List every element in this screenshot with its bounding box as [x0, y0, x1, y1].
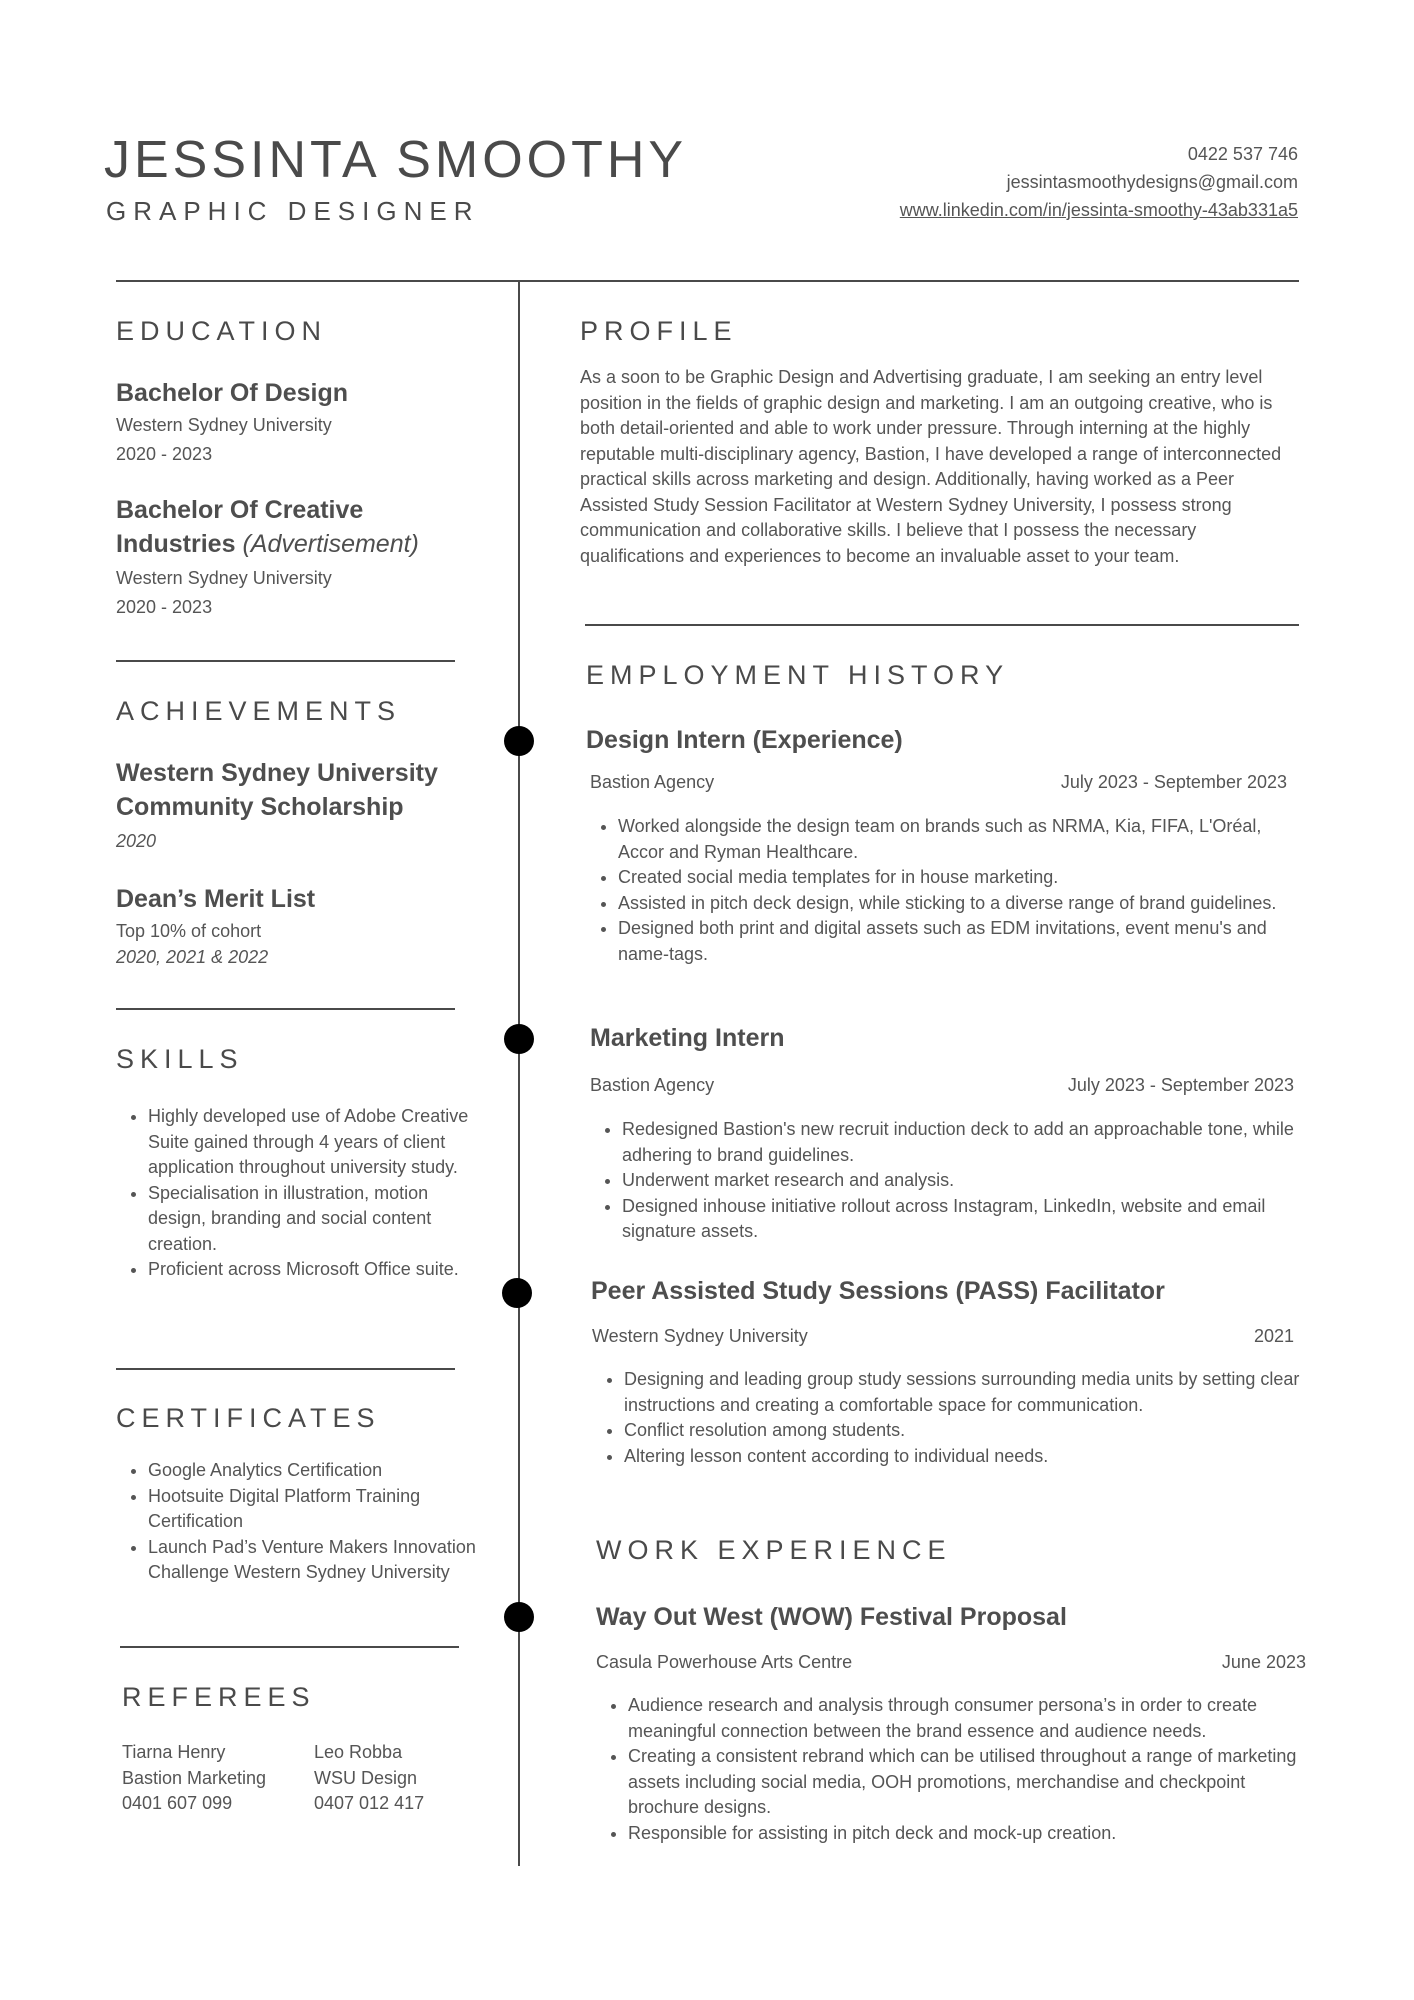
- referee-card: [314, 1740, 424, 1817]
- degree-school: Western Sydney University: [116, 415, 332, 435]
- timeline-dot: [504, 1024, 534, 1054]
- degree-years: 2020 - 2023: [116, 444, 213, 464]
- job-bullets: [596, 1693, 1306, 1846]
- work-heading: WORK EXPERIENCE: [596, 1535, 952, 1565]
- certificates-list: [116, 1458, 476, 1586]
- list-item: • Designed both print and digital assets such as EDM invitations, event menu's and name-tags.: [618, 916, 1296, 967]
- job-title: Peer Assisted Study Sessions (PASS) Facilitator: [591, 1277, 1165, 1305]
- achievement-title: Dean’s Merit List: [116, 885, 316, 913]
- list-item: • Launch Pad’s Venture Makers Innovation Challenge Western Sydney University: [148, 1535, 476, 1586]
- job-bullets: [590, 1117, 1300, 1245]
- referee-phone: 0401 607 099: [122, 1793, 233, 1813]
- job-title: Marketing Intern: [590, 1024, 785, 1052]
- skills-list: [116, 1104, 476, 1283]
- section-divider: [585, 624, 1299, 626]
- list-item: • Altering lesson content according to individual needs.: [624, 1444, 1302, 1470]
- degree-title-line2: Industries: [116, 530, 236, 558]
- job-org: Casula Powerhouse Arts Centre: [596, 1652, 853, 1672]
- referee-card: [122, 1740, 266, 1817]
- degree-title-line1: Bachelor Of Creative: [116, 496, 364, 524]
- timeline-dot: [504, 1602, 534, 1632]
- list-item: • Audience research and analysis through consumer persona’s in order to create meaningful connection between the brand essence and audience needs.: [628, 1693, 1306, 1744]
- list-item: • Google Analytics Certification: [148, 1458, 476, 1484]
- job-org: Western Sydney University: [592, 1326, 808, 1346]
- list-item: • Highly developed use of Adobe Creative Suite gained through 4 years of client application throughout university study.: [148, 1104, 476, 1181]
- section-divider: [116, 660, 455, 662]
- referees-heading: REFEREES: [122, 1682, 316, 1712]
- referee-org: Bastion Marketing: [122, 1767, 267, 1788]
- job-meta: [590, 772, 1287, 793]
- achievement-item: [116, 756, 476, 854]
- list-item: • Worked alongside the design team on brands such as NRMA, Kia, FIFA, L'Oréal, Accor and Ryman Healthcare.: [618, 814, 1296, 865]
- list-item: • Specialisation in illustration, motion design, branding and social content creation.: [148, 1181, 476, 1258]
- timeline-dot: [502, 1278, 532, 1308]
- job-dates: July 2023 - September 2023: [1060, 772, 1287, 792]
- referee-phone: 0407 012 417: [314, 1793, 425, 1813]
- contact-block: [900, 140, 1298, 224]
- achievement-item: [116, 882, 476, 970]
- job-bullets: [586, 814, 1296, 967]
- linkedin-link[interactable]: www.linkedin.com/in/jessinta-smoothy-43ab331a5: [899, 200, 1298, 220]
- job-meta: [590, 1075, 1294, 1096]
- achievement-title-line1: Western Sydney University: [116, 759, 438, 787]
- education-heading: EDUCATION: [116, 316, 328, 346]
- job-title: Way Out West (WOW) Festival Proposal: [596, 1603, 1067, 1631]
- candidate-role: GRAPHIC DESIGNER: [106, 196, 480, 226]
- job-org: Bastion Agency: [590, 1075, 715, 1095]
- achievements-heading: ACHIEVEMENTS: [116, 696, 402, 726]
- section-divider: [116, 1008, 455, 1010]
- list-item: • Creating a consistent rebrand which can be utilised throughout a range of marketing assets including social media, OOH promotions, merchandise and checkpoint brochure designs.: [628, 1744, 1306, 1821]
- degree-note: (Advertisement): [242, 530, 419, 558]
- referee-name: Tiarna Henry: [122, 1742, 226, 1762]
- profile-heading: PROFILE: [580, 316, 738, 346]
- header-divider: [116, 280, 1299, 282]
- job-title: Design Intern (Experience): [586, 726, 903, 754]
- list-item: • Designed inhouse initiative rollout across Instagram, LinkedIn, website and email signature assets.: [622, 1194, 1300, 1245]
- list-item: • Created social media templates for in house marketing.: [618, 865, 1296, 891]
- achievement-year: 2020: [116, 831, 157, 851]
- certificates-heading: CERTIFICATES: [116, 1403, 381, 1433]
- degree-years: 2020 - 2023: [116, 597, 213, 617]
- degree-title: Bachelor Of Design: [116, 379, 348, 407]
- job-meta: [596, 1652, 1306, 1673]
- skills-heading: SKILLS: [116, 1044, 244, 1074]
- list-item: • Responsible for assisting in pitch deck and mock-up creation.: [628, 1821, 1306, 1847]
- profile-text: As a soon to be Graphic Design and Advertising graduate, I am seeking an entry level position in the fields of graphic design and marketing. I am an outgoing creative, who is both detail-oriented and able to work under pressure. Through interning at the highly reputable multi-disciplinary agency, Bastion, I have developed a range of interconnected practical skills across marketing and design. Additionally, having worked as a Peer Assisted Study Session Facilitator at Western Sydney University, I possess strong communication and collaborative skills. I believe that I possess the necessary qualifications and experiences to become an invaluable asset to your team.: [580, 367, 1282, 566]
- email-address[interactable]: jessintasmoothydesigns@gmail.com: [1006, 172, 1298, 192]
- list-item: • Assisted in pitch deck design, while sticking to a diverse range of brand guidelines.: [618, 891, 1296, 917]
- job-org: Bastion Agency: [590, 772, 715, 792]
- list-item: • Underwent market research and analysis.: [622, 1168, 1300, 1194]
- achievement-years: 2020, 2021 & 2022: [116, 947, 269, 967]
- job-bullets: [592, 1367, 1302, 1469]
- list-item: • Hootsuite Digital Platform Training Certification: [148, 1484, 476, 1535]
- timeline-dot: [504, 726, 534, 756]
- list-item: • Proficient across Microsoft Office suite.: [148, 1257, 476, 1283]
- education-item: [116, 376, 476, 467]
- list-item: • Conflict resolution among students.: [624, 1418, 1302, 1444]
- section-divider: [116, 1368, 455, 1370]
- degree-school: Western Sydney University: [116, 568, 332, 588]
- achievement-title-line2: Community Scholarship: [116, 793, 404, 821]
- achievement-detail: Top 10% of cohort: [116, 921, 262, 941]
- employment-heading: EMPLOYMENT HISTORY: [586, 660, 1010, 690]
- job-dates: 2021: [1253, 1326, 1294, 1346]
- education-item: [116, 493, 476, 620]
- referee-org: WSU Design: [314, 1767, 418, 1788]
- job-dates: July 2023 - September 2023: [1067, 1075, 1294, 1095]
- phone-number: 0422 537 746: [1187, 144, 1298, 164]
- list-item: • Designing and leading group study sessions surrounding media units by setting clear instructions and creating a comfortable space for communication.: [624, 1367, 1302, 1418]
- job-meta: [592, 1326, 1294, 1347]
- list-item: • Redesigned Bastion's new recruit induction deck to add an approachable tone, while adhering to brand guidelines.: [622, 1117, 1300, 1168]
- section-divider: [120, 1646, 459, 1648]
- job-dates: June 2023: [1221, 1652, 1306, 1672]
- referee-name: Leo Robba: [314, 1742, 403, 1762]
- candidate-name: JESSINTA SMOOTHY: [104, 131, 688, 189]
